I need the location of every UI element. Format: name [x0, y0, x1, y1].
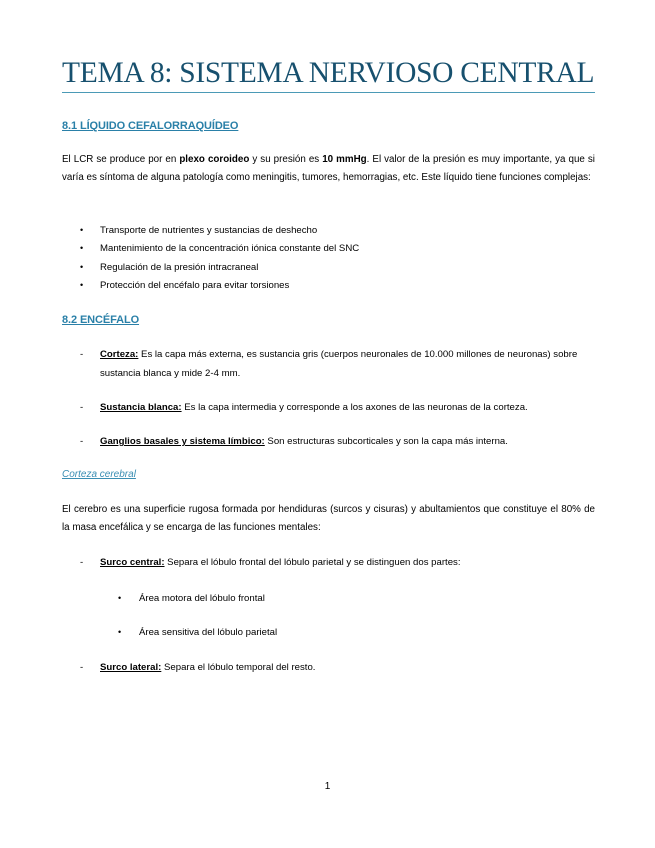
dash-icon: -	[80, 349, 84, 360]
dash-icon: -	[80, 402, 84, 413]
term-corteza: Corteza:	[100, 349, 139, 360]
lcr-bold-plexo: plexo coroideo	[179, 154, 250, 165]
list-item	[80, 223, 317, 238]
lcr-text-2: y su presión es	[249, 154, 323, 165]
subheading-corteza-cerebral: Corteza cerebral	[62, 469, 136, 480]
list-item-text: Área motora del lóbulo frontal	[139, 593, 265, 604]
bullet-icon: •	[80, 243, 84, 253]
list-item-surco-lateral	[80, 658, 595, 677]
dash-icon: -	[80, 557, 84, 568]
bullet-icon: •	[80, 225, 84, 235]
list-item-text: Regulación de la presión intracraneal	[100, 262, 259, 273]
list-item-text: Protección del encéfalo para evitar torsiones	[100, 280, 290, 291]
page-title: TEMA 8: SISTEMA NERVIOSO CENTRAL	[62, 57, 595, 89]
term-sustancia-blanca: Sustancia blanca:	[100, 402, 182, 413]
section-heading-encefalo: 8.2 ENCÉFALO	[62, 314, 140, 326]
desc-surco-lateral: Separa el lóbulo temporal del resto.	[161, 662, 316, 673]
lcr-paragraph	[62, 151, 595, 187]
list-item	[80, 260, 258, 275]
desc-surco-central: Separa el lóbulo frontal del lóbulo parietal y se distinguen dos partes:	[164, 557, 461, 568]
list-item-text: Mantenimiento de la concentración iónica constante del SNC	[100, 243, 360, 254]
desc-corteza: Es la capa más externa, es sustancia gris (cuerpos neuronales de 10.000 millones de neuronas) sobre sustancia blanca y mide 2-4 mm.	[100, 349, 578, 379]
list-item-surco-central	[80, 553, 595, 572]
term-surco-central: Surco central:	[100, 557, 165, 568]
bullet-icon: •	[80, 280, 84, 290]
list-item-text: Transporte de nutrientes y sustancias de deshecho	[100, 225, 318, 236]
list-item	[118, 591, 265, 606]
section-heading-liquido: 8.1 LÍQUIDO CEFALORRAQUÍDEO	[62, 120, 239, 132]
list-item	[80, 241, 359, 256]
term-ganglios: Ganglios basales y sistema límbico:	[100, 436, 265, 447]
bullet-icon: •	[118, 627, 122, 637]
cerebro-paragraph: El cerebro es una superficie rugosa formada por hendiduras (surcos y cisuras) y abultamientos que constituye el 80% de la masa encefálica y se encarga de las funciones mentales:	[62, 504, 595, 533]
lcr-bold-pressure: 10 mmHg	[322, 154, 367, 165]
list-item	[118, 625, 277, 640]
bullet-icon: •	[80, 262, 84, 272]
page-number: 1	[324, 781, 331, 792]
list-item-corteza	[80, 345, 595, 383]
lcr-text-3: . El valor de la presión es muy importante, ya que si varía es síntoma de alguna patología como meningitis, tumores, hemorragias, etc. Este líquido tiene funciones complejas:	[62, 154, 595, 183]
list-item	[80, 278, 289, 293]
term-surco-lateral: Surco lateral:	[100, 662, 162, 673]
lcr-text-1: El LCR se produce por en	[62, 154, 180, 165]
list-item-sustancia-blanca	[80, 398, 595, 417]
title-underline	[62, 92, 595, 93]
list-item-text: Área sensitiva del lóbulo parietal	[139, 627, 278, 638]
dash-icon: -	[80, 662, 84, 673]
dash-icon: -	[80, 436, 84, 447]
desc-ganglios: Son estructuras subcorticales y son la capa más interna.	[264, 436, 508, 447]
desc-sustancia-blanca: Es la capa intermedia y corresponde a los axones de las neuronas de la corteza.	[181, 402, 528, 413]
bullet-icon: •	[118, 593, 122, 603]
list-item-ganglios	[80, 432, 595, 451]
